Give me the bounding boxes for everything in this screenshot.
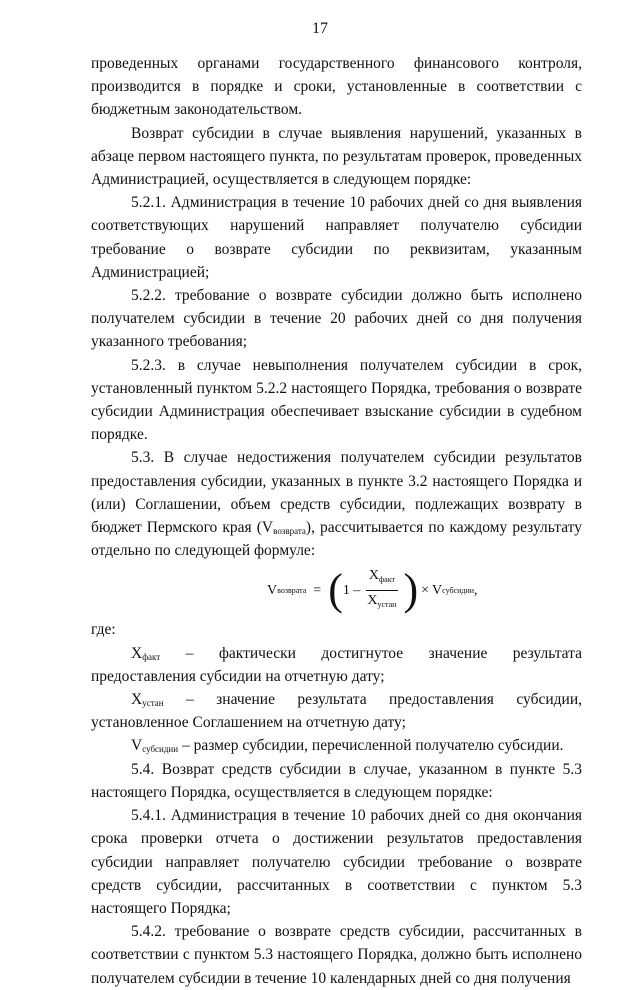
where-label: где:	[91, 621, 116, 639]
paragraph-continuation: проведенных органами государственного финансового контроля, производится в порядке и сроки, установленные в соответствии с бюджетным законодательством.	[91, 55, 582, 119]
formula-fraction	[364, 567, 399, 614]
formula-lhs: V	[267, 582, 278, 598]
formula-close-paren: )	[403, 565, 419, 615]
formula-times: ×	[421, 582, 430, 598]
refund-formula	[267, 562, 582, 618]
formula-numerator-subscript: факт	[378, 574, 395, 584]
formula-rhs: V	[432, 582, 443, 598]
paragraph-5-2-1: 5.2.1. Администрация в течение 10 рабочих дней со дня выявления соответствующих нарушений направляет получателю субсидии требование о возврате субсидии по реквизитам, указанным Администрацией;	[91, 194, 582, 281]
formula-denominator	[364, 591, 399, 614]
formula-equals: =	[313, 582, 322, 598]
paragraph-refund-on-violations: Возврат субсидии в случае выявления нарушений, указанных в абзаце первом настоящего пункта, по результатам проверок, проведенных Администрацией, осуществляется в следующем порядке:	[91, 124, 582, 189]
definition-v-subsidy-symbol: V	[131, 737, 143, 755]
definition-v-subsidy-subscript: субсидии	[142, 744, 179, 755]
paragraph-5-4-2: 5.4.2. требование о возврате средств субсидии, рассчитанных в соответствии с пунктом 5.3 настоящего Порядка, должно быть исполнено получателем субсидии в течение 10 календарных дней со дня получения	[91, 923, 582, 987]
definition-x-ustan-symbol: X	[131, 691, 143, 709]
formula-comma: ,	[474, 582, 478, 598]
formula-denominator-subscript: устан	[377, 599, 397, 609]
formula-lhs-subscript: возврата	[277, 585, 307, 595]
formula-numerator-symbol: X	[368, 567, 379, 583]
formula-denominator-symbol: X	[367, 592, 378, 608]
formula-rhs-subscript: субсидии	[442, 585, 475, 595]
definition-x-fact-text: – фактически достигнутое значение результата предоставления субсидии на отчетную дату;	[91, 644, 582, 685]
paragraph-5-2-3: 5.2.3. в случае невыполнения получателем субсидии в срок, установленный пунктом 5.2.2 настоящего Порядка, требования о возврате субсидии Администрация обеспечивает взыскание субсидии в судебном порядке.	[91, 356, 582, 444]
paragraph-5-4-1: 5.4.1. Администрация в течение 10 рабочих дней со дня окончания срока проверки отчета о достижении результатов предоставления субсидии направляет получателю субсидии требование о возврате средств субсидии, рассчитанных в соответствии с пунктом 5.3 настоящего Порядка;	[91, 807, 582, 917]
paragraph-5-2-2: 5.2.2. требование о возврате субсидии должно быть исполнено получателем субсидии в течение 20 рабочих дней со дня получения указанного требования;	[91, 287, 582, 351]
formula-numerator	[366, 567, 398, 591]
paragraph-5-3-text-a: 5.3. В случае недостижения получателем субсидии результатов предоставления субсидии, указанных в пункте 3.2 настоящего Порядка и (или) Соглашении, объем средств субсидии, подлежащих возврату в бюджет Пермского края (V	[91, 449, 582, 537]
page-number: 17	[312, 20, 328, 37]
definition-x-fact	[91, 642, 582, 688]
paragraph-5-4: 5.4. Возврат средств субсидии в случае, указанном в пункте 5.3 настоящего Порядка, осуществляется в следующем порядке:	[91, 760, 582, 801]
definition-x-fact-subscript: факт	[142, 651, 161, 662]
paragraph-5-3	[91, 446, 582, 562]
definition-x-ustan-subscript: устан	[142, 698, 164, 709]
definition-x-ustan	[91, 688, 582, 734]
definition-x-ustan-text: – значение результата предоставления субсидии, установленное Соглашением на отчетную дату;	[91, 691, 582, 732]
paragraph-5-3-subscript: возврата	[273, 526, 306, 537]
formula-one-minus: 1 –	[342, 582, 361, 598]
definition-v-subsidy-text: – размер субсидии, перечисленной получателю субсидии.	[178, 737, 564, 755]
definition-x-fact-symbol: X	[131, 644, 143, 662]
document-body	[91, 52, 582, 990]
definition-v-subsidy	[91, 734, 582, 757]
formula-open-paren: (	[328, 565, 343, 615]
paragraph-5-3-text-b: ), рассчитывается по каждому результату отдельно по следующей формуле:	[91, 519, 582, 560]
